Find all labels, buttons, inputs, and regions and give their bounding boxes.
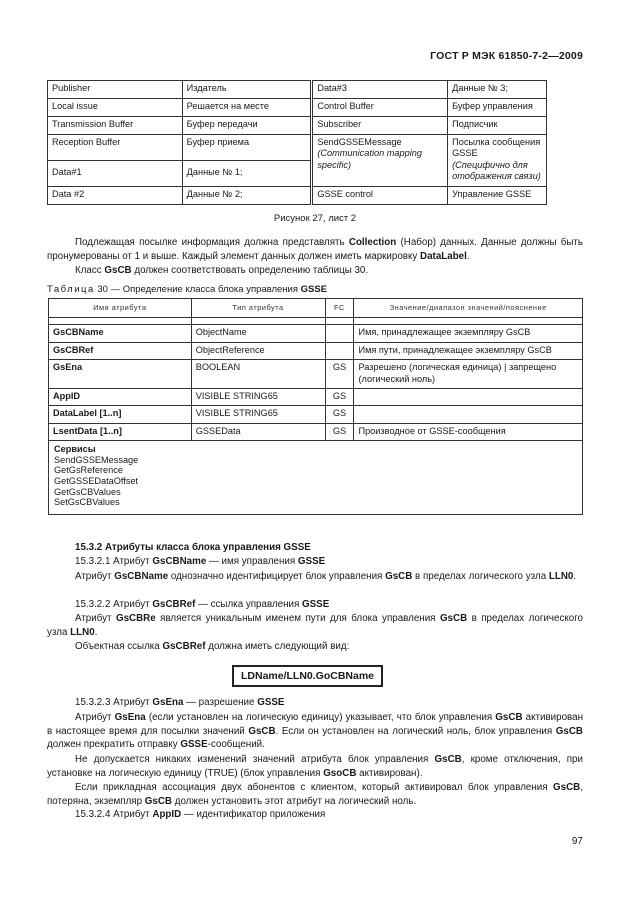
table-row	[49, 342, 583, 359]
attribute-type: BOOLEAN	[191, 360, 325, 389]
reference-format-box: LDName/LLN0.GoCBName	[232, 665, 383, 687]
column-header: FC	[325, 299, 354, 318]
service-item: SendGSSEMessage	[54, 454, 139, 465]
page-number: 97	[571, 836, 583, 847]
table-cell: Control Buffer	[312, 99, 448, 117]
attribute-name: GsCBName	[53, 327, 104, 338]
table-cell: Данные № 1;	[182, 160, 312, 186]
table-caption: Таблица 30 — Определение класса блока управления GSSE	[47, 284, 328, 295]
table-cell: Данные № 2;	[182, 186, 312, 204]
attribute-name: GsEna	[53, 362, 83, 373]
table-cell: Управление GSSE	[448, 186, 547, 204]
table-header-row	[49, 299, 583, 318]
table-cell: Reception Buffer	[48, 135, 183, 161]
table-cell: Буфер приема	[182, 135, 312, 161]
table-cell-merged	[448, 135, 547, 187]
attribute-type: GSSEData	[191, 423, 325, 440]
paragraph: Подлежащая посылке информация должна представлять Collection (Набор) данных. Данные должны быть пронумерованы от 1 и выше. Каждый элемент данных должен иметь маркировку DataLabel.	[47, 237, 583, 262]
attribute-name: AppID	[53, 391, 81, 402]
services-cell	[49, 441, 583, 515]
attribute-fc: GS	[325, 389, 354, 406]
table-cell: Publisher	[48, 81, 183, 99]
attribute-description	[354, 389, 583, 406]
attribute-fc: GS	[325, 406, 354, 423]
table-cell: Data#3	[312, 81, 448, 99]
table-row	[49, 389, 583, 406]
attribute-table	[48, 298, 583, 515]
table-cell: Subscriber	[312, 117, 448, 135]
table-cell: Издатель	[182, 81, 312, 99]
table-cell: Transmission Buffer	[48, 117, 183, 135]
table-cell: Data#1	[48, 160, 183, 186]
cell-line: (Communication mapping specific)	[317, 148, 422, 170]
attribute-description: Разрешено (логическая единица) | запрещено (логический ноль)	[354, 360, 583, 389]
table-row	[48, 135, 547, 161]
table-cell: Решается на месте	[182, 99, 312, 117]
attribute-type: VISIBLE STRING65	[191, 389, 325, 406]
attribute-fc	[325, 325, 354, 342]
service-item: GetGSSEDataOffset	[54, 476, 139, 487]
table-cell-merged	[312, 135, 448, 187]
service-item: GetGsReference	[54, 465, 123, 476]
table-cell: Буфер передачи	[182, 117, 312, 135]
attribute-name: GsCBRef	[53, 344, 94, 355]
attribute-fc: GS	[325, 360, 354, 389]
attribute-fc	[325, 342, 354, 359]
attribute-description: Имя, принадлежащее экземпляру GsCB	[354, 325, 583, 342]
paragraph: Атрибут GsCBName однозначно идентифицирует блок управления GsCB в пределах логического узла LLN0.	[75, 571, 577, 582]
attribute-name: LsentData [1..n]	[53, 425, 122, 436]
attribute-description	[354, 406, 583, 423]
table-row	[49, 423, 583, 440]
services-row	[49, 441, 583, 515]
column-header: Тип атрибута	[191, 299, 325, 318]
table-cell: Local issue	[48, 99, 183, 117]
paragraph: Атрибут GsCBRe является уникальным именем пути для блока управления GsCB в пределах логического узла LLN0.	[47, 613, 584, 638]
table-row	[48, 117, 547, 135]
subsection-heading: 15.3.2.4 Атрибут AppID — идентификатор приложения	[75, 809, 326, 820]
table-spacer	[49, 318, 583, 325]
subsection-heading: 15.3.2.1 Атрибут GsCBName — имя управления GSSE	[75, 556, 326, 567]
attribute-name: DataLabel [1..n]	[53, 408, 122, 419]
paragraph: Не допускается никаких изменений значений атрибута блок управления GsCB, кроме отключения, при установке на логическую единицу (TRUE) (блок управления GsoCB активирован).	[47, 754, 583, 779]
section-heading: 15.3.2 Атрибуты класса блока управления GSSE	[75, 542, 311, 553]
table-cell: Data #2	[48, 186, 183, 204]
table-row	[48, 99, 547, 117]
paragraph: Класс GsCB должен соответствовать определению таблицы 30.	[75, 265, 369, 276]
services-title: Сервисы	[54, 444, 96, 455]
table-row	[48, 81, 547, 99]
table-row	[49, 406, 583, 423]
table-cell: Подписчик	[448, 117, 547, 135]
attribute-description: Производное от GSSE-сообщения	[354, 423, 583, 440]
table-cell: GSSE control	[312, 186, 448, 204]
cell-line: Посылка сообщения GSSE	[452, 137, 541, 159]
table-row	[49, 325, 583, 342]
attribute-type: ObjectReference	[191, 342, 325, 359]
attribute-type: VISIBLE STRING65	[191, 406, 325, 423]
subsection-heading: 15.3.2.3 Атрибут GsEna — разрешение GSSE	[75, 697, 285, 708]
attribute-description: Имя пути, принадлежащее экземпляру GsCB	[354, 342, 583, 359]
attribute-fc: GS	[325, 423, 354, 440]
cell-line: (Специфично для отображения связи)	[452, 159, 541, 182]
paragraph: Если прикладная ассоциация двух абонентов с клиентом, который активировал блок управления GsCB, потеряна, экземпляр GsCB должен установить этот атрибут на логический ноль.	[47, 782, 583, 807]
service-item: SetGsCBValues	[54, 497, 120, 508]
figure-caption: Рисунок 27, лист 2	[273, 213, 357, 224]
paragraph: Объектная ссылка GsCBRef должна иметь следующий вид:	[75, 641, 350, 652]
table-cell: Данные № 3;	[448, 81, 547, 99]
column-header: Значение/диапазон значений/пояснение	[354, 299, 583, 318]
figure-legend-table	[47, 80, 547, 205]
document-header: ГОСТ Р МЭК 61850-7-2—2009	[430, 50, 583, 62]
table-row	[48, 186, 547, 204]
service-item: GetGsCBValues	[54, 486, 121, 497]
attribute-type: ObjectName	[191, 325, 325, 342]
cell-line: SendGSSEMessage	[317, 137, 402, 147]
subsection-heading: 15.3.2.2 Атрибут GsCBRef — ссылка управления GSSE	[75, 599, 330, 610]
paragraph: Атрибут GsEna (если установлен на логическую единицу) указывает, что блок управления GsCB активирован в настоящее время для посылки значений GsCB. Если он установлен на логический ноль, блок управления GsCB должен прекратить отправку GSSE-сообщений.	[47, 712, 583, 751]
column-header: Имя атрибута	[49, 299, 192, 318]
table-cell: Буфер управления	[448, 99, 547, 117]
table-row	[49, 360, 583, 389]
